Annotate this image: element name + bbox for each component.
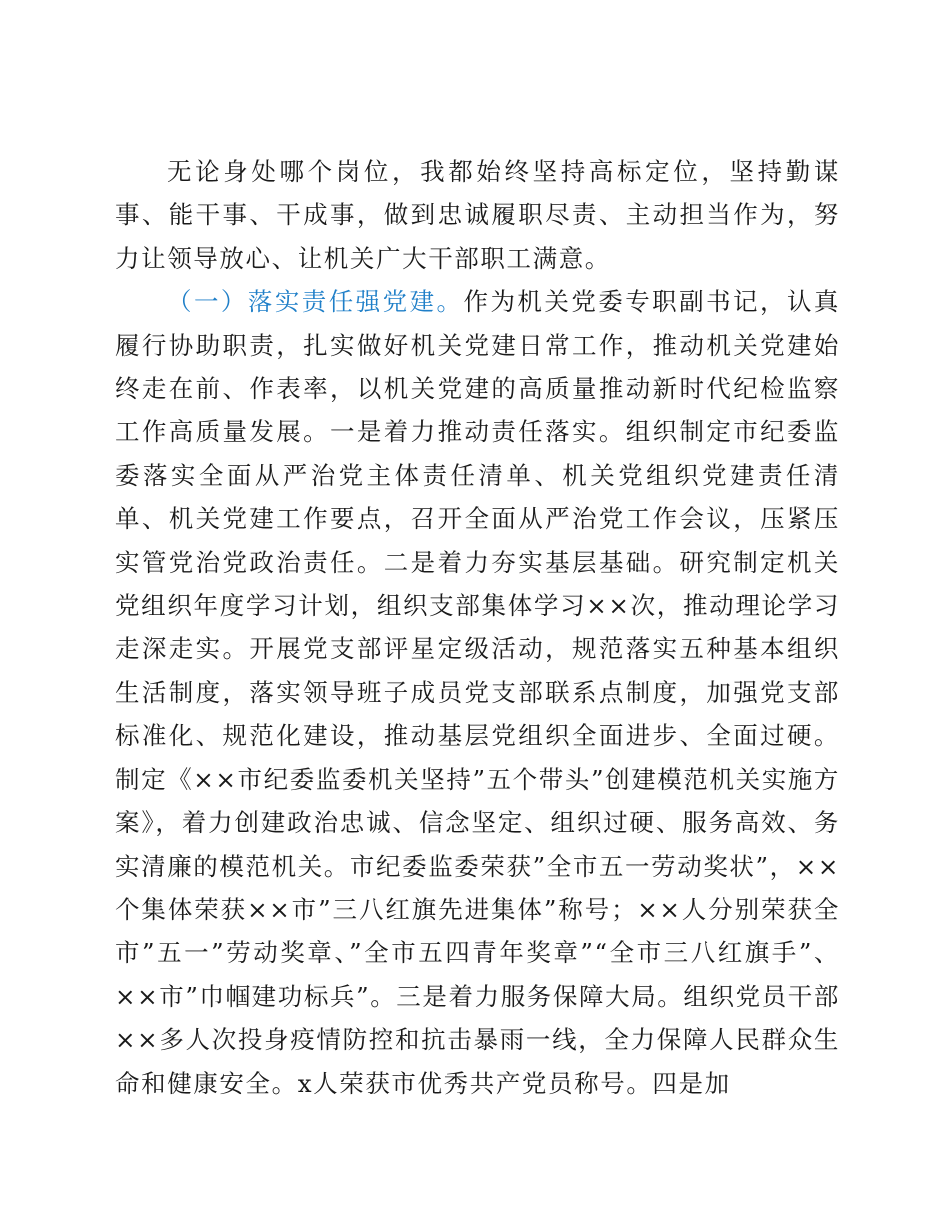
section-paragraph — [115, 280, 840, 1105]
section-heading: （一）落实责任强党建。 — [167, 287, 464, 317]
document-body — [115, 150, 840, 1105]
section-body: 作为机关党委专职副书记，认真履行协助职责，扎实做好机关党建日常工作，推动机关党建始终走在前、作表率，以机关党建的高质量推动新时代纪检监察工作高质量发展。一是着力推动责任落实。组织制定市纪委监委落实全面从严治党主体责任清单、机关党组织党建责任清单、机关党建工作要点，召开全面从严治党工作会议，压紧压实管党治党政治责任。二是着力夯实基层基础。研究制定机关党组织年度学习计划，组织支部集体学习××次，推动理论学习走深走实。开展党支部评星定级活动，规范落实五种基本组织生活制度，落实领导班子成员党支部联系点制度，加强党支部标准化、规范化建设，推动基层党组织全面进步、全面过硬。制定《××市纪委监委机关坚持”五个带头”创建模范机关实施方案》，着力创建政治忠诚、信念坚定、组织过硬、服务高效、务实清廉的模范机关。市纪委监委荣获”全市五一劳动奖状”，××个集体荣获××市”三八红旗先进集体”称号；××人分别荣获全市”五一”劳动奖章、”全市五四青年奖章”“全市三八红旗手”、××市”巾帼建功标兵”。三是着力服务保障大局。组织党员干部××多人次投身疫情防控和抗击暴雨一线，全力保障人民群众生命和健康安全。x人荣获市优秀共产党员称号。四是加 — [115, 287, 841, 1098]
intro-paragraph: 无论身处哪个岗位，我都始终坚持高标定位，坚持勤谋事、能干事、干成事，做到忠诚履职尽责、主动担当作为，努力让领导放心、让机关广大干部职工满意。 — [115, 157, 840, 273]
